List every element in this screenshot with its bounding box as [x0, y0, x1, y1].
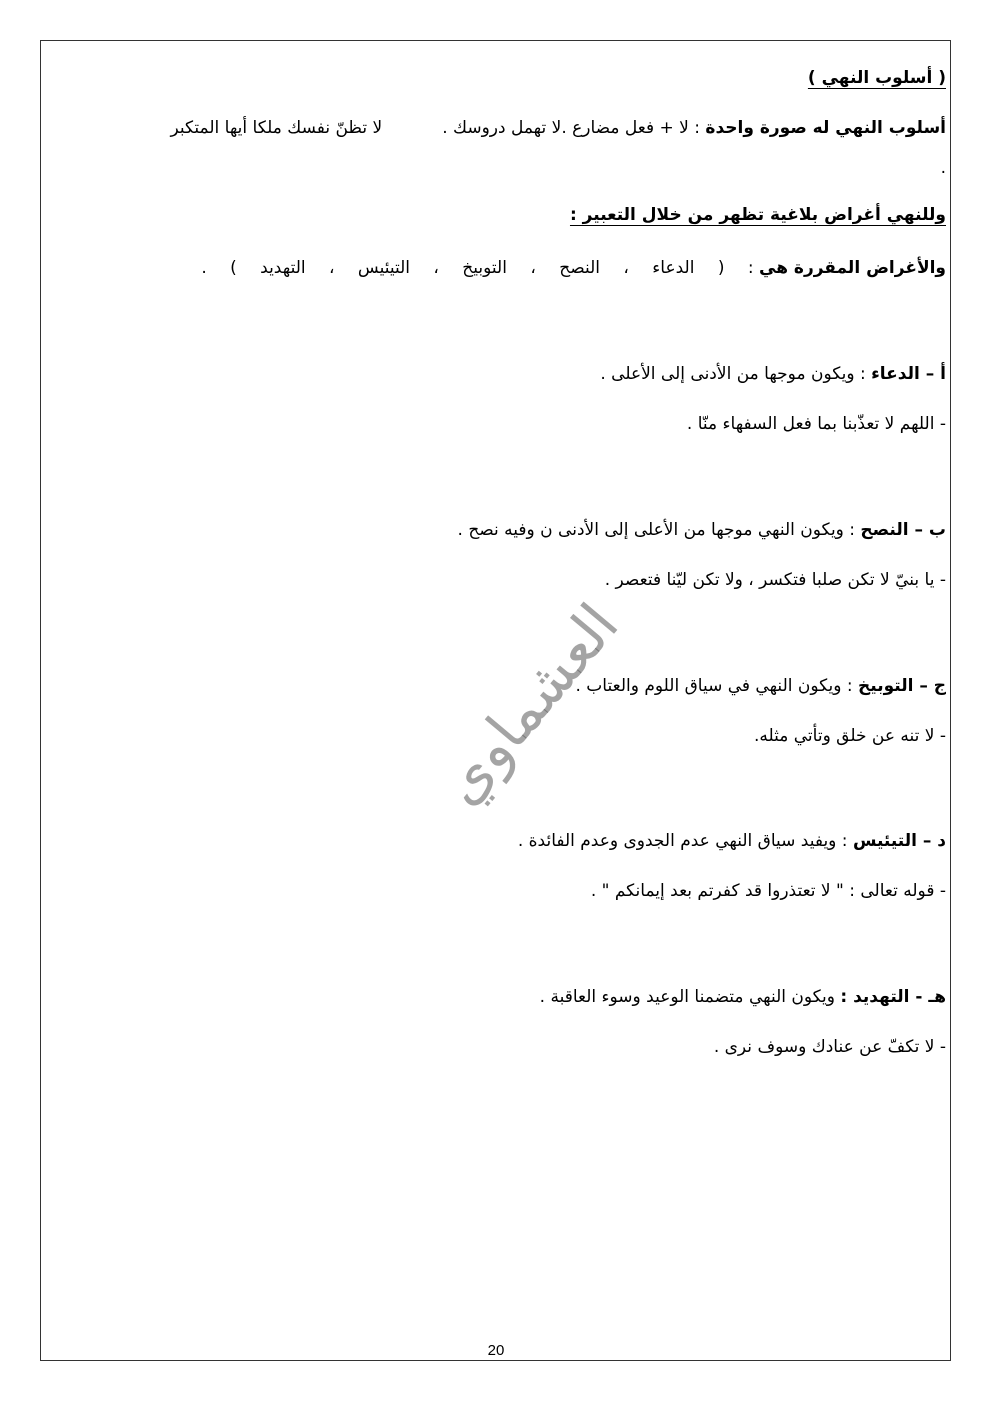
purposes-text: : ( الدعاء ، النصح ، التوبيخ ، التيئيس ، التهديد ) . — [201, 258, 754, 278]
section-example: - اللهم لا تعذّبنا بما فعل السفهاء منّا . — [686, 414, 946, 434]
section-example: - يا بنيّ لا تكن صلبا فتكسر ، ولا تكن ليّنا فتعصر . — [604, 570, 946, 590]
section-tawbikh — [576, 674, 947, 698]
section-definition: ويكون النهي متضمنا الوعيد وسوء العاقبة . — [539, 987, 835, 1007]
section-definition: : ويفيد سياق النهي عدم الجدوى وعدم الفائدة . — [517, 831, 848, 851]
section-label: أ – الدعاء — [871, 364, 946, 384]
intro-line — [171, 116, 947, 140]
intro-text: : لا + فعل مضارع .لا تهمل دروسك . — [442, 118, 701, 138]
section-definition: : ويكون موجها من الأدنى إلى الأعلى . — [600, 364, 866, 384]
section-label: هـ - التهديد : — [840, 987, 946, 1007]
section-tayees — [518, 829, 946, 853]
section-example: - لا تكفّ عن عنادك وسوف نرى . — [713, 1037, 946, 1057]
section-definition: : ويكون النهي موجها من الأعلى إلى الأدنى ن وفيه نصح . — [457, 520, 856, 540]
section-label: د – التيئيس — [852, 831, 946, 851]
page-border — [40, 40, 951, 1361]
intro-example: لا تظنّ نفسك ملكا أيها المتكبر — [170, 118, 383, 138]
section-nush — [458, 518, 946, 542]
section-example: - قوله تعالى : " لا تعتذروا قد كفرتم بعد إيمانكم " . — [590, 881, 946, 901]
intro-trailing: . — [940, 158, 946, 178]
watermark-text: العشماوي — [426, 590, 632, 818]
intro-label: أسلوب النهي له صورة واحدة — [705, 118, 946, 138]
purposes-list — [201, 256, 946, 280]
purposes-label: والأغراض المقررة هي — [759, 258, 946, 278]
page-number: 20 — [487, 1342, 505, 1359]
page-title: ( أسلوب النهي ) — [807, 68, 946, 88]
section-duaa — [600, 362, 946, 386]
section-label: ج – التوبيخ — [858, 676, 946, 696]
section-tahdid — [540, 985, 946, 1009]
section-definition: : ويكون النهي في سياق اللوم والعتاب . — [575, 676, 853, 696]
section-example: - لا تنه عن خلق وتأتي مثله. — [753, 726, 946, 746]
purposes-heading: وللنهي أغراض بلاغية تظهر من خلال التعبير : — [569, 205, 946, 225]
section-label: ب – النصح — [860, 520, 946, 540]
